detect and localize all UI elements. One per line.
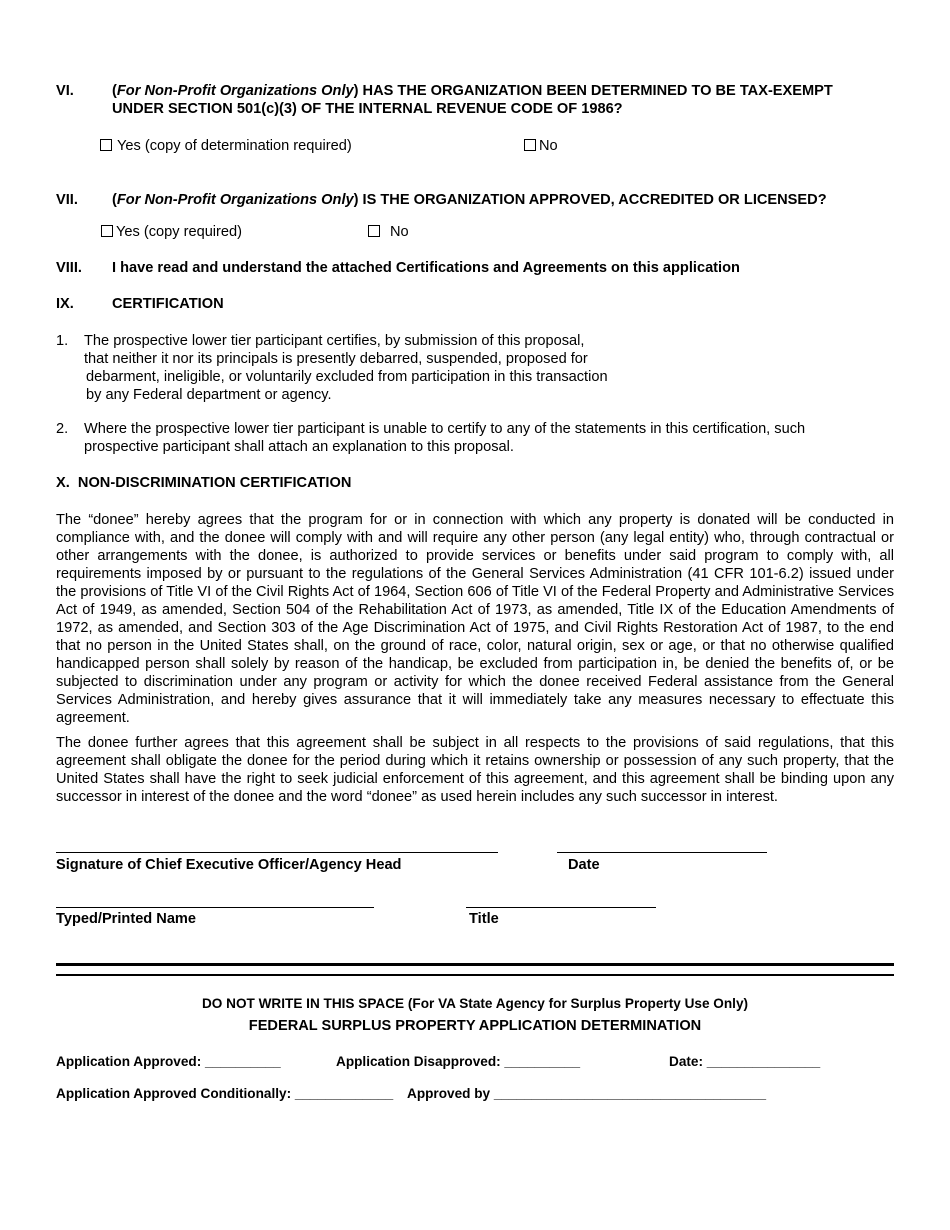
signature-label: Signature of Chief Executive Officer/Agency Head [56, 857, 402, 873]
section-vi-yes-option[interactable] [100, 137, 352, 155]
section-vi-yes-label: Yes (copy of determination required) [117, 138, 352, 154]
section-viii-number: VIII. [56, 260, 82, 276]
certification-item-1-line: debarment, ineligible, or voluntarily excluded from participation in this transaction [86, 369, 608, 385]
section-vii-no-option[interactable] [368, 223, 409, 241]
certification-item-2-number: 2. [56, 421, 69, 437]
application-disapproved-field[interactable]: Application Disapproved: __________ [336, 1054, 581, 1069]
section-vi-qualifier-close: ) [353, 83, 359, 99]
section-vii-heading [112, 191, 902, 209]
section-vii-number: VII. [56, 192, 78, 208]
certification-item-2 [84, 420, 805, 456]
checkbox-icon[interactable] [368, 225, 380, 237]
office-use-heading: FEDERAL SURPLUS PROPERTY APPLICATION DETERMINATION [248, 1018, 702, 1034]
title-label: Title [469, 911, 499, 927]
section-vii-yes-option[interactable] [101, 223, 242, 241]
non-discrimination-paragraph-1: The “donee” hereby agrees that the program for or in connection with which any property is donated will be conducted in compliance with, and the donee will comply with and will require any other person (any legal entity) who, through contractual or other arrangements with the donee, is authorized to provide services or benefits under said program to comply with, all requirements imposed by or pursuant to the regulations of the General Services Administration (41 CFR 101-6.2) issued under the provisions of Title VI of the Civil Rights Act of 1964, Section 606 of Title VI of the Federal Property and Administrative Services Act of 1949, as amended, Section 504 of the Rehabilitation Act of 1973, as amended, Title IX of the Education Amendments of 1972, as amended, and Section 303 of the Age Discrimination Act of 1975, and Civil Rights Restoration Act of 1987, to the end that no person in the United States shall, on the ground of race, color, natural origin, sex or age, or that no otherwise qualified handicapped person shall solely by reason of the handicap, be excluded from participation in, be denied the benefits of, or be subjected to discrimination under any program or activity for which the donee received Federal assistance from the General Services Administration, and hereby gives assurance that it will immediately take any measures necessary to effectuate this agreement. [56, 512, 894, 726]
section-vi-no-label: No [539, 138, 558, 154]
section-vii-yes-label: Yes (copy required) [116, 224, 243, 240]
section-vii-qualifier: For Non-Profit Organizations Only [116, 192, 354, 208]
date-label: Date [568, 857, 600, 873]
printed-name-label: Typed/Printed Name [56, 911, 197, 927]
title-line[interactable] [466, 907, 656, 908]
section-vii-title: IS THE ORGANIZATION APPROVED, ACCREDITED OR LICENSED? [358, 192, 827, 208]
checkbox-icon[interactable] [101, 225, 113, 237]
section-vi-no-option[interactable] [524, 137, 558, 155]
signature-line[interactable] [56, 852, 498, 853]
section-viii-title: I have read and understand the attached Certifications and Agreements on this application [112, 260, 740, 276]
non-discrimination-paragraph-2: The donee further agrees that this agreement shall be subject in all respects to the provisions of said regulations, that this agreement shall obligate the donee for the period during which it retains ownership or possession of any such property, that the United States shall have the right to seek judicial enforcement of this agreement, and this agreement shall be binding upon any successor in interest of the donee and the word “donee” as used herein includes any such successor in interest. [56, 735, 894, 805]
section-x-heading [56, 474, 351, 492]
date-line[interactable] [557, 852, 767, 853]
printed-name-line[interactable] [56, 907, 374, 908]
checkbox-icon[interactable] [100, 139, 112, 151]
checkbox-icon[interactable] [524, 139, 536, 151]
certification-item-2-line: prospective participant shall attach an explanation to this proposal. [84, 439, 514, 455]
section-vi-heading [112, 82, 902, 118]
section-x-title: NON-DISCRIMINATION CERTIFICATION [77, 475, 352, 491]
approved-by-field[interactable]: Approved by ____________________________________ [407, 1086, 767, 1101]
office-use-notice: DO NOT WRITE IN THIS SPACE (For VA State Agency for Surplus Property Use Only) [201, 996, 749, 1011]
section-vi-title-line1: HAS THE ORGANIZATION BEEN DETERMINED TO BE TAX-EXEMPT [358, 83, 833, 99]
divider-rule-thin [56, 974, 894, 976]
certification-item-1-line: that neither it nor its principals is presently debarred, suspended, proposed for [84, 351, 588, 367]
section-vii-no-label: No [390, 224, 409, 240]
certification-item-1-line: The prospective lower tier participant certifies, by submission of this proposal, [84, 333, 585, 349]
approved-conditionally-field[interactable]: Application Approved Conditionally: _____________ [56, 1086, 394, 1101]
section-vii-qualifier-open: ( [112, 192, 117, 208]
section-vi-title-line2: UNDER SECTION 501(c)(3) OF THE INTERNAL REVENUE CODE OF 1986? [112, 101, 623, 117]
certification-item-1-number: 1. [56, 333, 69, 349]
certification-item-2-line: Where the prospective lower tier participant is unable to certify to any of the statements in this certification, such [84, 421, 806, 437]
application-approved-field[interactable]: Application Approved: __________ [56, 1054, 281, 1069]
section-vii-qualifier-close: ) [353, 192, 359, 208]
section-ix-title: CERTIFICATION [112, 296, 224, 312]
section-ix-number: IX. [56, 296, 74, 312]
determination-date-field[interactable]: Date: _______________ [669, 1054, 821, 1069]
section-vi-qualifier: For Non-Profit Organizations Only [116, 83, 354, 99]
divider-rule-thick [56, 963, 894, 966]
section-vi-qualifier-open: ( [112, 83, 117, 99]
section-vi-number: VI. [56, 83, 74, 99]
section-x-number: X. [56, 475, 70, 491]
certification-item-1 [84, 332, 608, 404]
certification-item-1-line: by any Federal department or agency. [86, 387, 332, 403]
